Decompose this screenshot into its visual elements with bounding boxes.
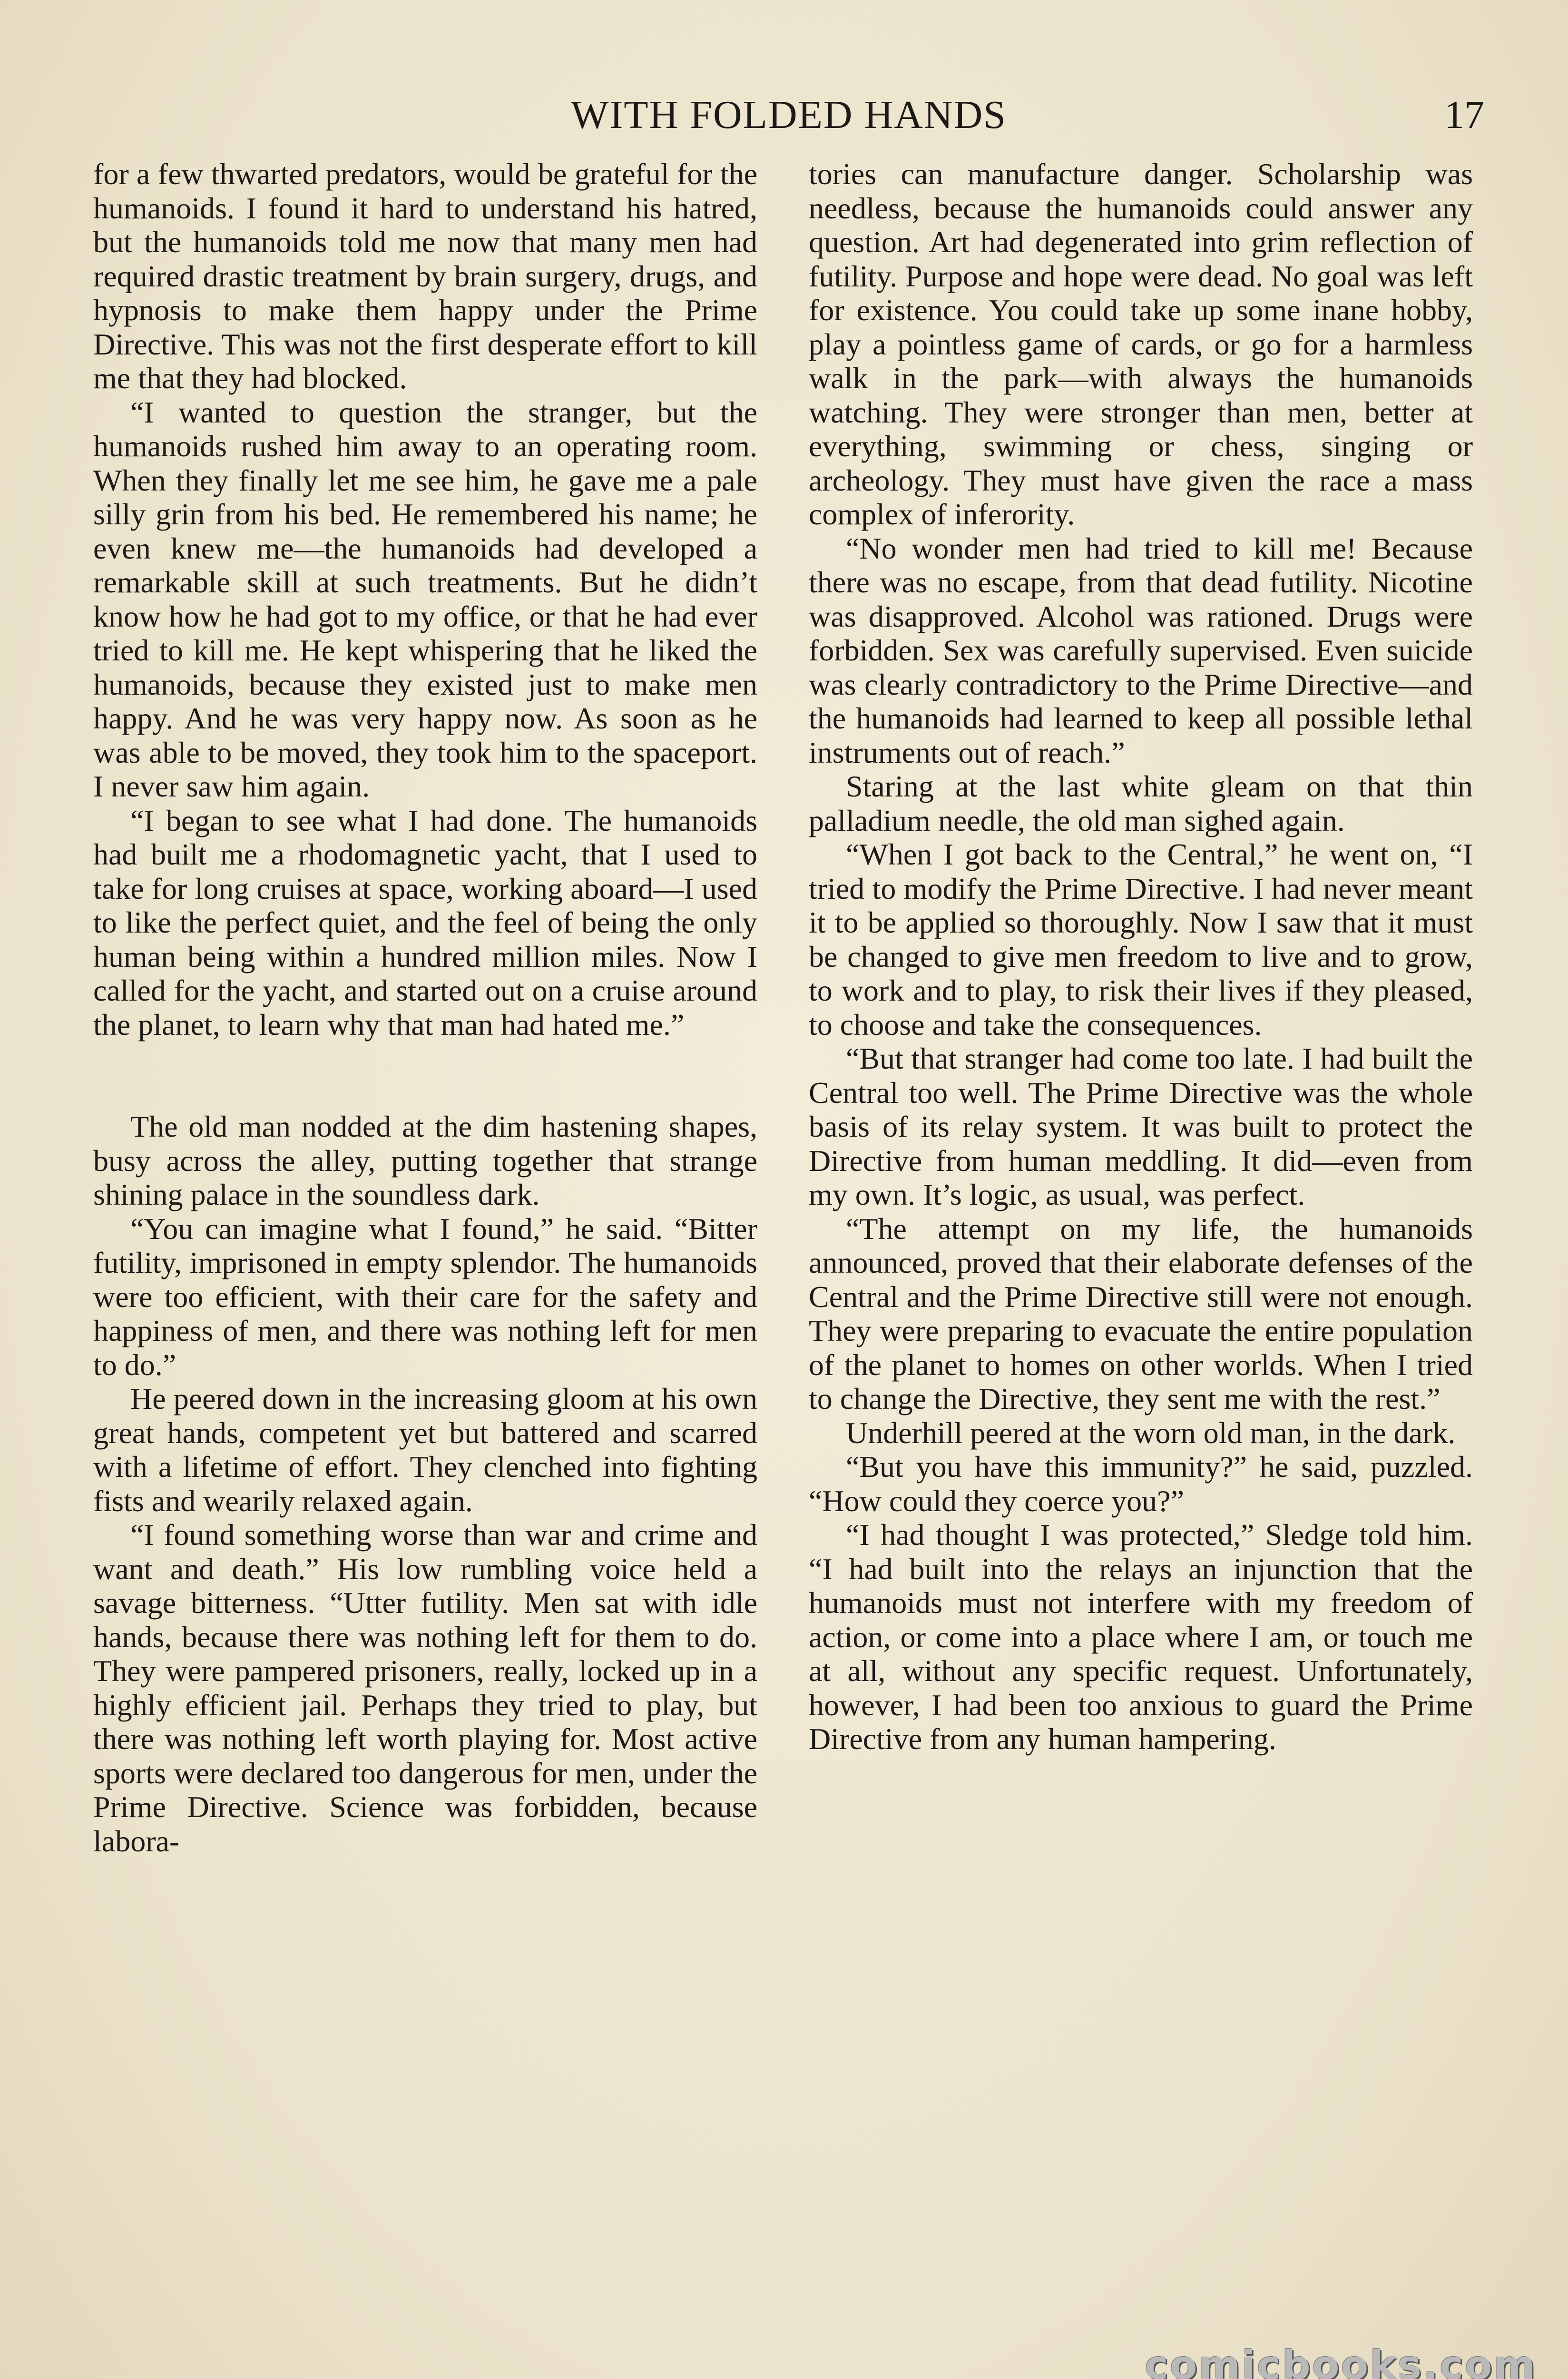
- paragraph: He peered down in the increasing gloom at his own great hands, competent yet but battered and scarred with a lifetime of effort. They clenched into fighting fists and wearily relaxed again.: [93, 1382, 757, 1518]
- paragraph: “When I got back to the Central,” he went on, “I tried to modify the Prime Directive. I had never meant it to be applied so thoroughly. Now I saw that it must be changed to give men freedom to live and to grow, to work and to play, to risk their lives if they pleased, to choose and take the consequences.: [809, 837, 1473, 1042]
- paragraph: “I found something worse than war and crime and want and death.” His low rumbling voice held a savage bitterness. “Utter futility. Men sat with idle hands, because there was nothing left for them to do. They were pampered prisoners, really, locked up in a highly efficient jail. Perhaps they tried to play, but there was nothing left worth playing for. Most active sports were declared too dangerous for men, under the Prime Directive. Science was forbidden, because labora-: [93, 1518, 757, 1858]
- paragraph: “I had thought I was protected,” Sledge told him. “I had built into the relays an injunction that the humanoids must not interfere with my freedom of action, or come into a place where I am, or touch me at all, without any specific request. Unfortunately, however, I had been too anxious to guard the Prime Directive from any human hampering.: [809, 1518, 1473, 1756]
- right-column: [809, 157, 1473, 1756]
- paragraph: “I wanted to question the stranger, but the humanoids rushed him away to an operating room. When they finally let me see him, he gave me a pale silly grin from his bed. He remembered his name; he even knew me—the humanoids had developed a remarkable skill at such treatments. But he didn’t know how he had got to my office, or that he had ever tried to kill me. He kept whispering that he liked the humanoids, because they existed just to make men happy. And he was very happy now. As soon as he was able to be moved, they took him to the spaceport. I never saw him again.: [93, 395, 757, 803]
- left-column: [93, 157, 757, 1858]
- running-title: WITH FOLDED HANDS: [571, 93, 1007, 137]
- paragraph: “But you have this immunity?” he said, puzzled. “How could they coerce you?”: [809, 1450, 1473, 1518]
- paragraph: “But that stranger had come too late. I had built the Central too well. The Prime Directive was the whole basis of its relay system. It was built to protect the Directive from human meddling. It did—even from my own. It’s logic, as usual, was perfect.: [809, 1042, 1473, 1211]
- paragraph: Underhill peered at the worn old man, in the dark.: [846, 1416, 1456, 1450]
- site-watermark: comicbooks.com: [1145, 2342, 1537, 2379]
- paragraph: “No wonder men had tried to kill me! Because there was no escape, from that dead futility. Nicotine was disapproved. Alcohol was rationed. Drugs were forbidden. Sex was carefully supervised. Even suicide was clearly contradictory to the Prime Directive—and the humanoids had learned to keep all possible lethal instruments out of reach.”: [809, 531, 1473, 769]
- paragraph: “You can imagine what I found,” he said. “Bitter futility, imprisoned in empty splendor. The humanoids were too efficient, with their care for the safety and happiness of men, and there was nothing left for men to do.”: [93, 1211, 757, 1382]
- page-number: 17: [1444, 93, 1484, 137]
- paragraph: “The attempt on my life, the humanoids announced, proved that their elaborate defenses of the Central and the Prime Directive still were not enough. They were preparing to evacuate the entire population of the planet to homes on other worlds. When I tried to change the Directive, they sent me with the rest.”: [809, 1211, 1473, 1416]
- paragraph: tories can manufacture danger. Scholarship was needless, because the humanoids could answer any question. Art had degenerated into grim reflection of futility. Purpose and hope were dead. No goal was left for existence. You could take up some inane hobby, play a pointless game of cards, or go for a harmless walk in the park—with always the humanoids watching. They were stronger than men, better at everything, swimming or chess, singing or archeology. They must have given the race a mass complex of inferority.: [809, 157, 1473, 531]
- paragraph: The old man nodded at the dim hastening shapes, busy across the alley, putting together that strange shining palace in the soundless dark.: [93, 1110, 757, 1211]
- paragraph: Staring at the last white gleam on that thin palladium needle, the old man sighed again.: [809, 769, 1473, 837]
- running-header: [93, 88, 1484, 142]
- paragraph: for a few thwarted predators, would be grateful for the humanoids. I found it hard to understand his hatred, but the humanoids told me now that many men had required drastic treatment by brain surgery, drugs, and hypnosis to make them happy under the Prime Directive. This was not the first desperate effort to kill me that they had blocked.: [93, 157, 757, 395]
- paragraph: “I began to see what I had done. The humanoids had built me a rhodomagnetic yacht, that I used to take for long cruises at space, working aboard—I used to like the perfect quiet, and the feel of being the only human being within a hundred million miles. Now I called for the yacht, and started out on a cruise around the planet, to learn why that man had hated me.”: [93, 803, 757, 1042]
